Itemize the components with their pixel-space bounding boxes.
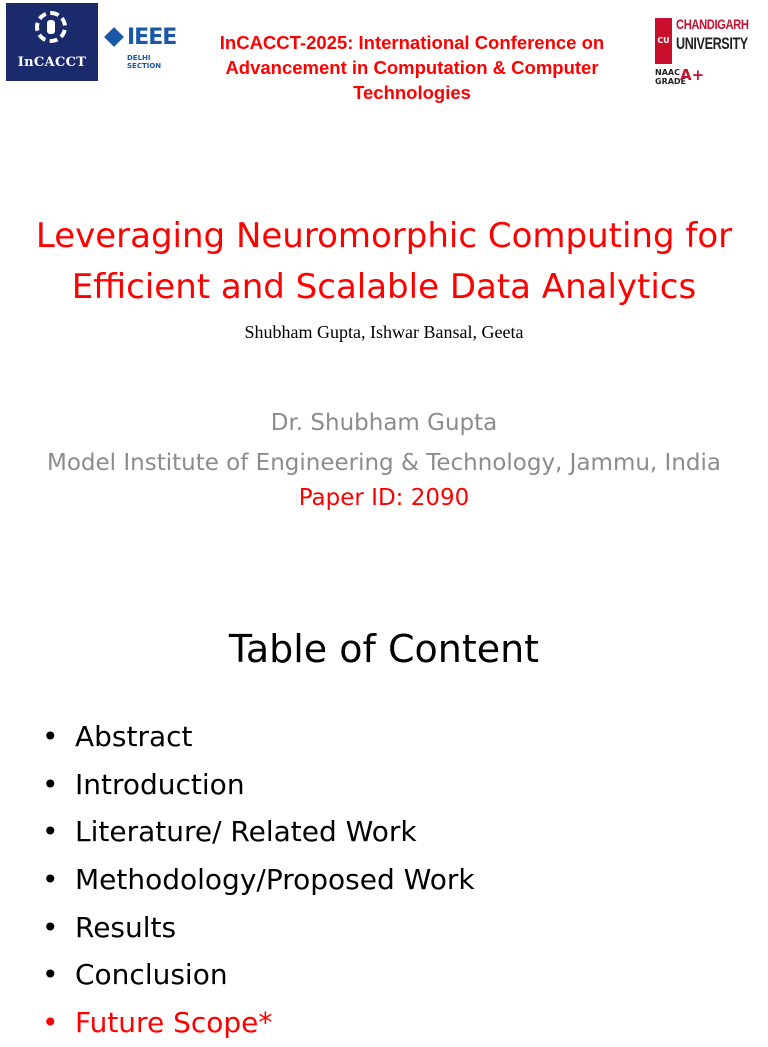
ieee-diamond-icon — [104, 27, 124, 47]
toc-item — [42, 951, 475, 999]
bullet-icon: • — [42, 815, 59, 849]
presenter-block — [0, 403, 768, 483]
ieee-logo — [104, 25, 177, 70]
bullet-icon: • — [42, 958, 59, 992]
bullet-icon: • — [42, 720, 59, 753]
toc-item — [42, 808, 475, 856]
toc-item-label: Introduction — [75, 767, 245, 801]
toc-heading: Table of Content — [228, 627, 540, 671]
toc-item-label: Abstract — [75, 720, 193, 753]
toc-item — [42, 856, 475, 904]
toc-item-label: Methodology/Proposed Work — [75, 863, 475, 897]
presenter-name: Dr. Shubham Gupta — [270, 410, 498, 436]
cu-grade-badge: A+ — [680, 66, 705, 84]
toc-item — [42, 713, 475, 761]
conference-title: InCACCT-2025: International Conference on Advancement in Computation & Computer Technologies — [219, 32, 605, 103]
incacct-logo-text: InCACCT — [17, 55, 87, 70]
bullet-icon: • — [42, 1006, 59, 1040]
slide-header — [0, 0, 768, 110]
cu-logo-line1: CHANDIGARH — [676, 16, 749, 32]
cu-naac-label: NAAC GRADE — [655, 68, 687, 86]
toc-item-label: Results — [75, 910, 177, 944]
paper-id: Paper ID: 2090 — [298, 485, 470, 511]
toc-item-label: Conclusion — [75, 958, 228, 992]
gear-emblem-icon — [35, 11, 67, 43]
author-list: Shubham Gupta, Ishwar Bansal, Geeta — [244, 322, 524, 342]
ieee-logo-text: IEEE — [127, 25, 177, 50]
incacct-logo — [6, 3, 98, 81]
toc-item — [42, 761, 475, 809]
ieee-section-text: DELHI SECTION — [127, 54, 162, 70]
toc-item-label: Future Scope* — [75, 1006, 273, 1040]
bullet-icon: • — [42, 863, 59, 897]
toc-item-label: Literature/ Related Work — [75, 815, 417, 849]
toc-item-highlighted — [42, 999, 475, 1047]
toc-item — [42, 904, 475, 952]
bullet-icon: • — [42, 910, 59, 944]
toc-list — [42, 713, 475, 1047]
paper-title: Leveraging Neuromorphic Computing for Efficient and Scalable Data Analytics — [35, 216, 733, 307]
cu-logo-line2: UNIVERSITY — [676, 34, 748, 53]
bullet-icon: • — [42, 767, 59, 801]
chandigarh-university-logo — [652, 14, 748, 94]
cu-crest-icon: CU — [655, 18, 672, 64]
presenter-affiliation: Model Institute of Engineering & Technology, Jammu, India — [46, 450, 722, 476]
